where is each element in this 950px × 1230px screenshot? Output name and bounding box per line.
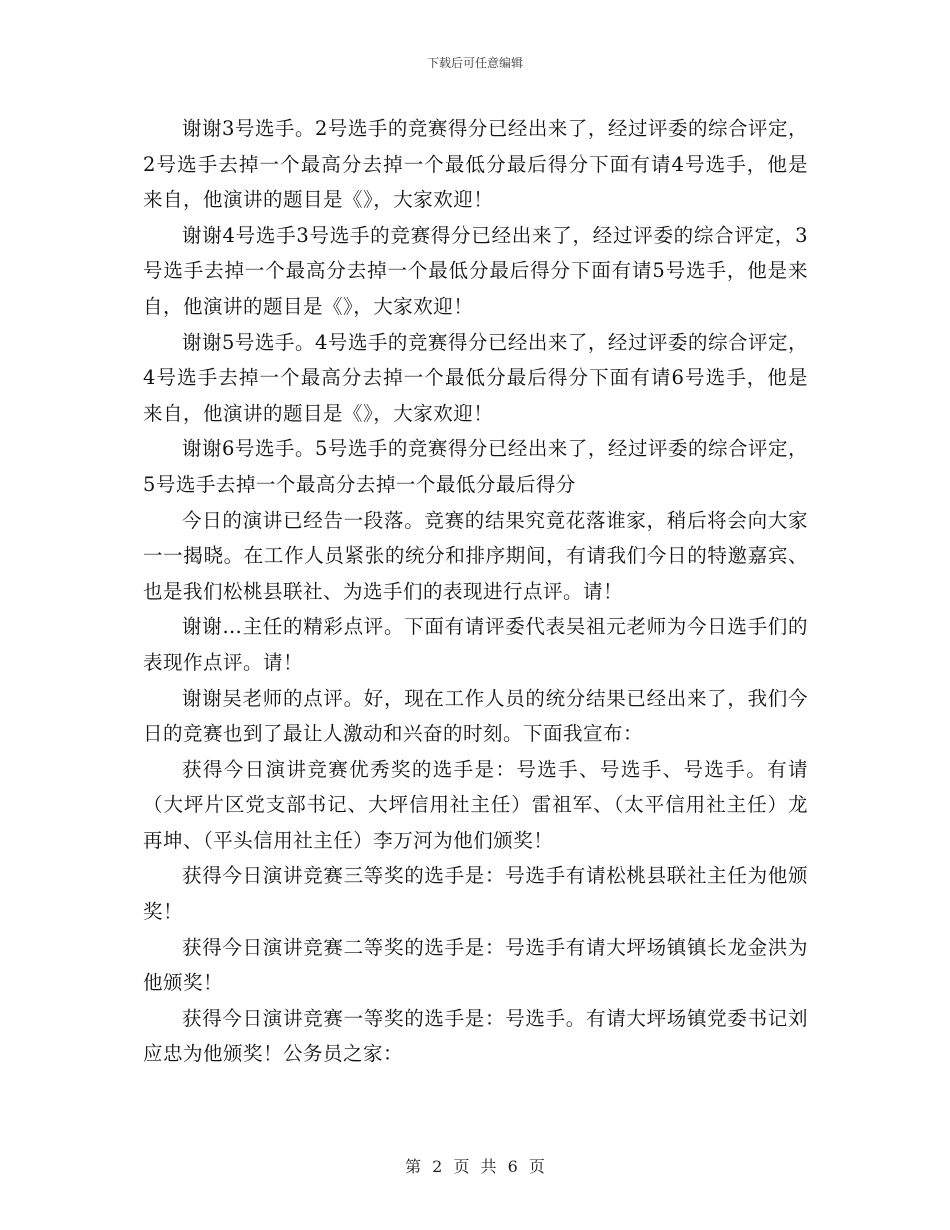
- document-body: [143, 111, 808, 1072]
- paragraph-10: 获得今日演讲竞赛二等奖的选手是：号选手有请大坪场镇镇长龙金洪为他颁奖！: [143, 935, 808, 995]
- paragraph-7: 谢谢吴老师的点评。好，现在工作人员的统分结果已经出来了，我们今日的竞赛也到了最让人激动和兴奋的时刻。下面我宣布：: [143, 686, 808, 746]
- paragraph-5: 今日的演讲已经告一段落。竞赛的结果究竟花落谁家，稍后将会向大家一一揭晓。在工作人员紧张的统分和排序期间，有请我们今日的特邀嘉宾、也是我们松桃县联社、为选手们的表现进行点评。请！: [143, 508, 808, 603]
- page-number-footer: 第 2 页 共 6 页: [405, 1157, 545, 1176]
- paragraph-8: 获得今日演讲竞赛优秀奖的选手是：号选手、号选手、号选手。有请（大坪片区党支部书记、大坪信用社主任）雷祖军、（太平信用社主任）龙再坤、（平头信用社主任）李万河为他们颁奖！: [143, 757, 808, 852]
- paragraph-4: 谢谢6号选手。5号选手的竞赛得分已经出来了，经过评委的综合评定，5号选手去掉一个最高分去掉一个最低分最后得分: [143, 437, 808, 496]
- paragraph-1: 谢谢3号选手。2号选手的竞赛得分已经出来了，经过评委的综合评定，2号选手去掉一个最高分去掉一个最低分最后得分下面有请4号选手，他是来自，他演讲的题目是《》，大家欢迎！: [143, 117, 808, 212]
- paragraph-3: 谢谢5号选手。4号选手的竞赛得分已经出来了，经过评委的综合评定，4号选手去掉一个最高分去掉一个最低分最后得分下面有请6号选手，他是来自，他演讲的题目是《》，大家欢迎！: [143, 330, 808, 425]
- paragraph-11: 获得今日演讲竞赛一等奖的选手是：号选手。有请大坪场镇党委书记刘应忠为他颁奖！公务员之家：: [143, 1006, 808, 1066]
- paragraph-9: 获得今日演讲竞赛三等奖的选手是：号选手有请松桃县联社主任为他颁奖！: [143, 864, 808, 924]
- paragraph-2: 谢谢4号选手3号选手的竞赛得分已经出来了，经过评委的综合评定，3号选手去掉一个最高分去掉一个最低分最后得分下面有请5号选手，他是来自，他演讲的题目是《》，大家欢迎！: [143, 223, 808, 318]
- paragraph-6: 谢谢…主任的精彩点评。下面有请评委代表吴祖元老师为今日选手们的表现作点评。请！: [143, 615, 808, 674]
- page-header-note: 下载后可任意编辑: [426, 56, 523, 70]
